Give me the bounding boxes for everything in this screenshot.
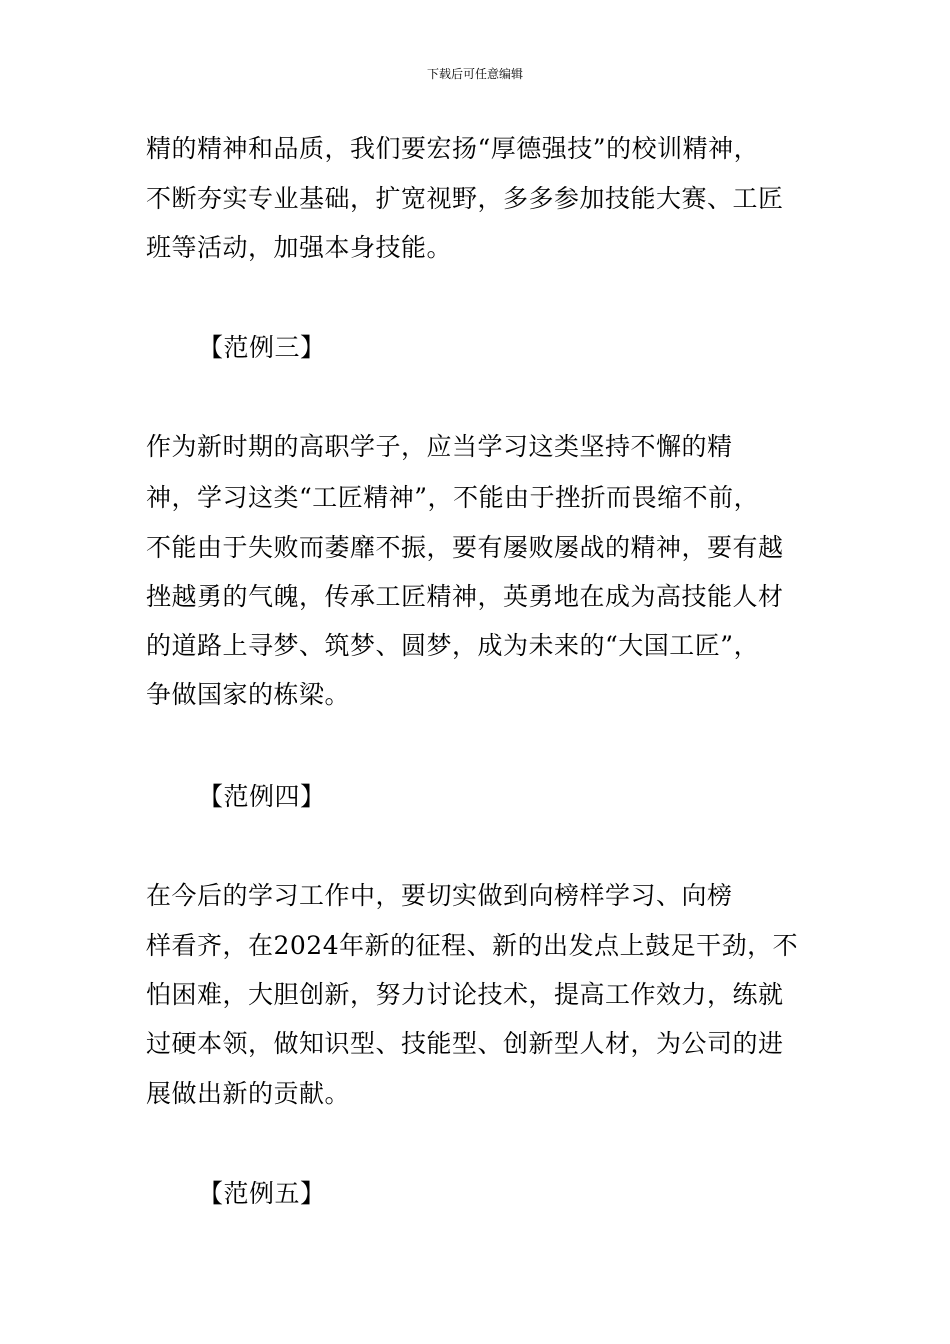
paragraph-line: 不能由于失败而萎靡不振，要有屡败屡战的精神，要有越	[146, 533, 784, 562]
paragraph-line: 争做国家的栋梁。	[146, 680, 351, 709]
paragraph-line: 在今后的学习工作中，要切实做到向榜样学习、向榜	[146, 881, 733, 910]
paragraph-line: 怕困难，大胆创新，努力讨论技术，提高工作效力，练就	[146, 980, 784, 1009]
section-heading: 【范例四】	[198, 782, 326, 811]
section-heading: 【范例五】	[198, 1179, 326, 1208]
paragraph-line: 不断夯实专业基础，扩宽视野，多多参加技能大赛、工匠	[146, 184, 784, 213]
paragraph-line: 精的精神和品质，我们要宏扬“厚德强技”的校训精神，	[146, 134, 760, 163]
paragraph-line: 神，学习这类“工匠精神”，不能由于挫折而畏缩不前，	[146, 483, 760, 512]
paragraph-line: 过硬本领，做知识型、技能型、创新型人材，为公司的进	[146, 1029, 784, 1058]
paragraph-line: 班等活动，加强本身技能。	[146, 233, 453, 262]
paragraph-line: 展做出新的贡献。	[146, 1079, 351, 1108]
header-note: 下载后可任意编辑	[426, 67, 523, 81]
section-heading: 【范例三】	[198, 333, 326, 362]
paragraph-line: 的道路上寻梦、筑梦、圆梦，成为未来的“大国工匠”，	[146, 631, 760, 660]
paragraph-line: 样看齐，在2024年新的征程、新的出发点上鼓足干劲，不	[146, 931, 799, 960]
paragraph-line: 挫越勇的气魄，传承工匠精神，英勇地在成为高技能人材	[146, 582, 784, 611]
paragraph-line: 作为新时期的高职学子，应当学习这类坚持不懈的精	[146, 432, 733, 461]
